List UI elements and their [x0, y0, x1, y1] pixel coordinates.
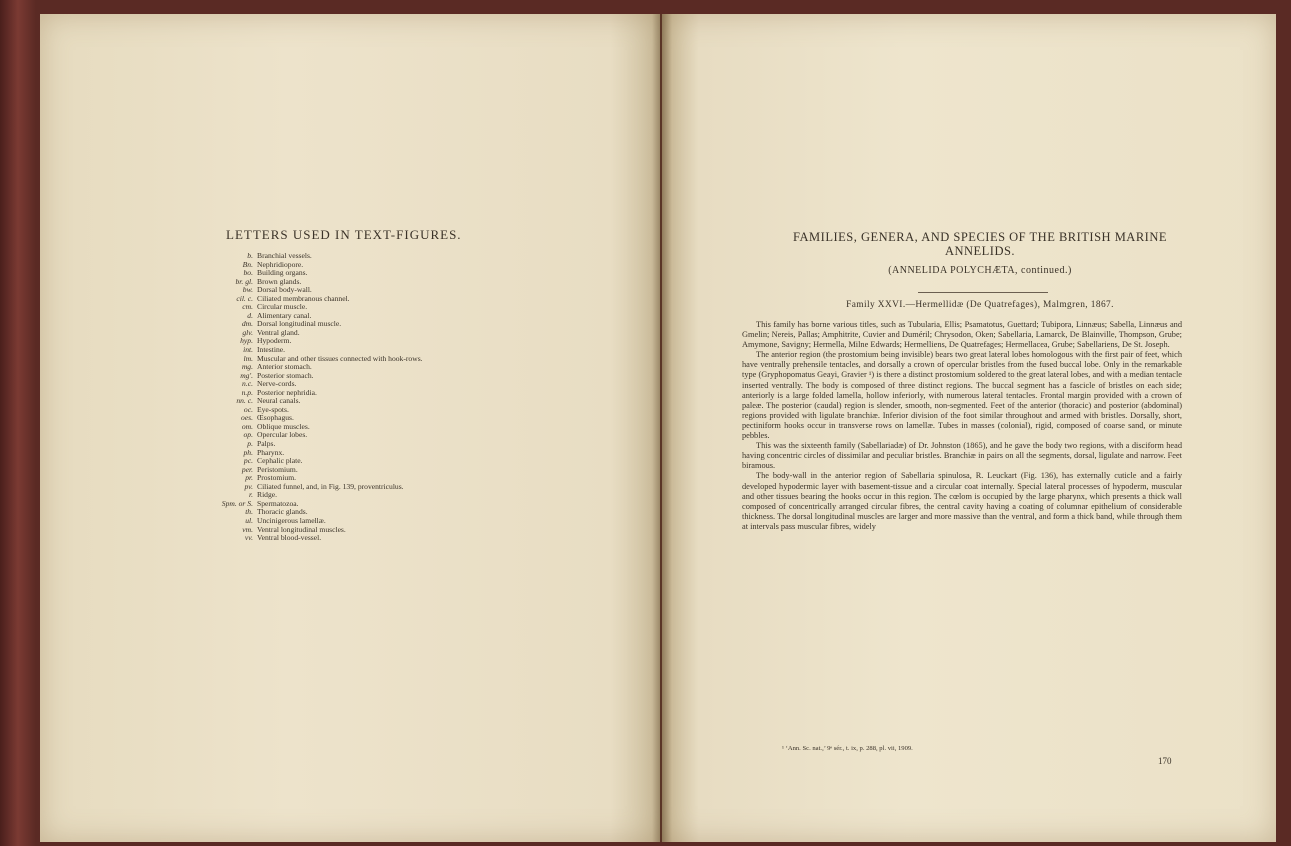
legend-meaning: Building organs. [257, 268, 308, 278]
legend-row [168, 508, 508, 517]
legend-meaning: Brown glands. [257, 276, 302, 286]
legend-row [168, 363, 508, 372]
legend-abbr: cm. [242, 302, 253, 312]
legend-meaning: Peristomium. [257, 464, 298, 474]
legend-meaning: Nerve-cords. [257, 379, 297, 389]
legend-row [168, 261, 508, 270]
legend-abbr: n.c. [242, 379, 253, 389]
legend-abbr: per. [241, 464, 253, 474]
legend-row [168, 466, 508, 475]
legend-meaning: Prostomium. [257, 473, 297, 483]
legend-meaning: Œsophagus. [257, 413, 294, 423]
paragraph: The body-wall in the anterior region of Sabellaria spinulosa, R. Leuckart (Fig. 136), has externally cuticle and a fairly developed hypodermic layer with basement-tissue and a circular coat internally. Special lateral processes of hypoderm, muscular and other tissues bearing the hooks occur in this region. The cœlom is occupied by the large pharynx, which presents a thick wall composed of concentrically arranged circular fibres, the central cavity having a coating of columnar epithelium of considerable thickness. The dorsal longitudinal muscles are larger and more massive than the ventral, and form a thick band, while through them at intervals pass muscular fibres, widely [742, 471, 1182, 531]
legend-abbr: br. gl. [235, 276, 253, 286]
legend-abbr: om. [241, 421, 253, 431]
legend-abbr: th. [245, 507, 253, 517]
legend-row [168, 320, 508, 329]
legend-row [168, 355, 508, 364]
legend-row [168, 337, 508, 346]
legend-abbr: vv. [244, 533, 253, 543]
legend-abbr: bo. [243, 268, 253, 278]
legend-meaning: Pharynx. [257, 447, 285, 457]
legend-abbr: mg. [241, 362, 253, 372]
legend-meaning: Muscular and other tissues connected with hook-rows. [257, 353, 423, 363]
legend-row [168, 449, 508, 458]
legend-abbr: hyp. [240, 336, 253, 346]
legend-meaning: Palps. [257, 439, 276, 449]
legend-abbr: Bn. [242, 259, 253, 269]
legend-title: LETTERS USED IN TEXT-FIGURES. [226, 227, 462, 242]
legend-abbr: n.p. [241, 387, 253, 397]
paragraph: This family has borne various titles, such as Tubularia, Ellis; Psamatotus, Guettard; Tubipora, Linnæus; Sabella, Linnæus and Gmelin; Nereis, Pallas; Amphitrite, Cuvier and Duméril; Chrysodon, Oken; Sabellaria, Lamarck, De Blainville, Thompson, Grube; Amymone, Savigny; Hermella, Milne Edwards; Hermelliens, De Quatrefages; Hermellacea, Grube; Sabellariens, De St. Joseph. [742, 320, 1182, 350]
legend-abbr: cil. c. [236, 293, 253, 303]
paragraph: The anterior region (the prostomium being invisible) bears two great lateral lobes homologous with the first pair of feet, which have ventrally prehensile tentacles, and dorsally a crown of opercular bristles from the fused buccal lobe. Only in the remarkable type (Gryphopomatus Geayi, Gravier ¹) is there a distinct prostomium soldered to the great lateral lobes, and with a median tentacle inserted ventrally. The body is composed of three distinct regions. The buccal segment has a fascicle of bristles on each side; anteriorly is a large folded lamella, hollow inferiorly, with numerous lateral tentacles. Frontal margin provided with a crown of paleæ. The posterior (caudal) region is slender, smooth, non-segmented. Feet of the anterior (thoracic) and posterior (abdominal) regions provided with ligulate branchiæ. Inferior division of the foot similar throughout and armed with bristles. Dorsally, short, pectiniform hooks occur in transverse rows on lamellæ. Tubes in masses (colonial), rigid, composed of coarse sand, or minute pebbles. [742, 350, 1182, 441]
legend-list [168, 252, 508, 543]
page-number: 170 [1158, 756, 1172, 766]
legend-meaning: Dorsal longitudinal muscle. [257, 319, 342, 329]
legend-row [168, 389, 508, 398]
legend-row [168, 372, 508, 381]
legend-abbr: mg'. [240, 370, 253, 380]
legend-row [168, 295, 508, 304]
family-heading: Family XXVI.—Hermellidæ (De Quatrefages), Malmgren, 1867. [846, 300, 1114, 310]
legend-row [168, 303, 508, 312]
legend-abbr: ph. [243, 447, 253, 457]
legend-abbr: int. [243, 345, 253, 355]
legend-abbr: lm. [243, 353, 253, 363]
legend-abbr: r. [248, 490, 253, 500]
legend-abbr: vm. [242, 524, 253, 534]
legend-meaning: Ridge. [257, 490, 278, 500]
legend-meaning: Anterior stomach. [257, 362, 312, 372]
legend-abbr: oc. [243, 404, 253, 414]
legend-abbr: b. [247, 251, 253, 260]
legend-meaning: Thoracic glands. [257, 507, 308, 517]
legend-row [168, 431, 508, 440]
page-title: FAMILIES, GENERA, AND SPECIES OF THE BRITISH MARINE ANNELIDS. [792, 230, 1168, 258]
legend-meaning: Dorsal body-wall. [257, 285, 312, 295]
legend-meaning: Branchial vessels. [257, 251, 312, 260]
legend-abbr: nn. c. [236, 396, 253, 406]
paragraph: This was the sixteenth family (Sabellariadæ) of Dr. Johnston (1865), and he gave the body two regions, with a disciform head having concentric circles of dissimilar and peculiar bristles. Branchiæ in pairs on all the segments, dorsal, ligulate and narrow. Feet biramous. [742, 441, 1182, 471]
legend-row [168, 526, 508, 535]
legend-row [168, 269, 508, 278]
legend-abbr: Spm. or S. [221, 498, 253, 508]
footnote: ¹ ‘Ann. Sc. nat.,’ 9ᵉ sér., t. ix, p. 288, pl. vii, 1909. [782, 745, 913, 752]
legend-abbr: pc. [243, 456, 253, 466]
legend-meaning: Spermatozoa. [257, 498, 299, 508]
legend-abbr: dm. [241, 319, 253, 329]
legend-row [168, 500, 508, 509]
legend-meaning: Ciliated membranous channel. [257, 293, 350, 303]
legend-abbr: op. [243, 430, 253, 440]
legend-meaning: Neural canals. [257, 396, 301, 406]
legend-row [168, 440, 508, 449]
legend-row [168, 534, 508, 543]
legend-meaning: Ciliated funnel, and, in Fig. 139, proventriculus. [257, 481, 404, 491]
legend-row [168, 423, 508, 432]
legend-meaning: Uncinigerous lamellæ. [257, 515, 326, 525]
legend-row [168, 252, 508, 261]
body-text [742, 320, 1182, 532]
legend-abbr: pv. [244, 481, 253, 491]
legend-meaning: Intestine. [257, 345, 286, 355]
legend-row [168, 483, 508, 492]
legend-row [168, 380, 508, 389]
legend-row [168, 406, 508, 415]
legend-row [168, 329, 508, 338]
legend-meaning: Ventral longitudinal muscles. [257, 524, 346, 534]
legend-abbr: bw. [242, 285, 253, 295]
legend-meaning: Cephalic plate. [257, 456, 303, 466]
legend-meaning: Posterior nephridia. [257, 387, 317, 397]
legend-abbr: d. [247, 310, 253, 320]
legend-meaning: Hypoderm. [257, 336, 292, 346]
legend-abbr: glv. [242, 327, 253, 337]
legend-abbr: ul. [245, 515, 253, 525]
legend-meaning: Ventral gland. [257, 327, 300, 337]
legend-meaning: Alimentary canal. [257, 310, 312, 320]
legend-meaning: Opercular lobes. [257, 430, 308, 440]
legend-abbr: oes. [240, 413, 253, 423]
legend-row [168, 491, 508, 500]
legend-meaning: Eye-spots. [257, 404, 289, 414]
legend-abbr: pr. [245, 473, 253, 483]
legend-row [168, 278, 508, 287]
book-gutter [652, 14, 672, 842]
legend-row [168, 457, 508, 466]
divider [918, 292, 1048, 293]
legend-meaning: Nephridiopore. [257, 259, 304, 269]
legend-abbr: p. [247, 439, 253, 449]
legend-row [168, 397, 508, 406]
legend-row [168, 414, 508, 423]
legend-meaning: Oblique muscles. [257, 421, 310, 431]
page-subtitle: (ANNELIDA POLYCHÆTA, continued.) [888, 265, 1072, 276]
legend-meaning: Posterior stomach. [257, 370, 314, 380]
legend-meaning: Ventral blood-vessel. [257, 533, 322, 543]
legend-meaning: Circular muscle. [257, 302, 308, 312]
